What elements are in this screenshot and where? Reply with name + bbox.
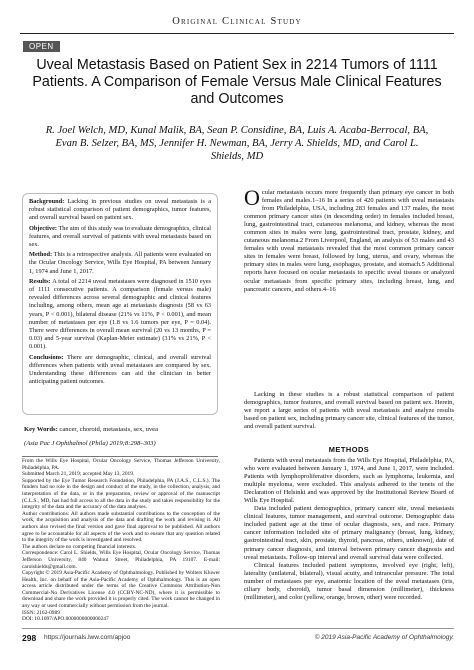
- abstract-box: [22, 193, 218, 415]
- objective-text: The aim of this study was to evaluate demographics, clinical features, and overall survival of patients with uveal metastasis based on sex.: [29, 224, 211, 249]
- footnote-affiliation: From the Wills Eye Hospital, Ocular Oncology Service, Thomas Jefferson University, Philadelphia, PA.: [22, 458, 220, 471]
- header-divider: [20, 33, 454, 34]
- open-access-badge: OPEN: [23, 41, 60, 52]
- drop-cap: O: [244, 185, 260, 210]
- journal-section-title: Original Clinical Study: [172, 16, 302, 27]
- keywords-label: Key Words:: [24, 426, 58, 433]
- methods-heading: METHODS: [328, 445, 370, 454]
- footer-copyright: © 2019 Asia-Pacific Academy of Ophthalmology.: [314, 634, 454, 641]
- footnotes: [22, 458, 220, 623]
- results-text: A total of 2214 uveal metastases were diagnosed in 1510 eyes of 1111 consecutive patients. A comparison (female versus male) revealed differences across several demographic and clinical features including, among others, mean age at metastasis diagnosis (58 vs 63 years, P < 0.001), bilateral disease (21% vs 11%, P < 0.001), and mean number of metastases per eye (1.8 vs 1.6 tumors per eye, P = 0.04). There were differences in overall mean survival (20 vs 13 months, P = 0.03) and 5-year survival (Kaplan-Meier estimate) (31% vs 21%, P < 0.001).: [29, 277, 212, 351]
- footnote-interests: The authors declare no competing financial interests.: [22, 543, 137, 550]
- abstract-method: [29, 251, 211, 276]
- background-text: Lacking in previous studies on uveal metastasis is a robust statistical comparison of patient demographics, tumor features, and overall survival based on patient sex.: [29, 198, 211, 222]
- intro-paragraph-2: [244, 391, 454, 431]
- results-label: Results:: [29, 277, 51, 285]
- article-title: Uveal Metastasis Based on Patient Sex in 2214 Tumors of 1111 Patients. A Comparison of Female Versus Male Clinical Features and Outcomes: [32, 57, 442, 107]
- author-list: R. Joel Welch, MD, Kunal Malik, BA, Sean P. Considine, BA, Luis A. Acaba-Berrocal, BA, Evan B. Selzer, BA, MS, Jennifer H. Newman, BA, Jerry A. Shields, MD, and Carol L. Shields, MD: [45, 125, 429, 162]
- abstract-results: [29, 278, 211, 352]
- method-text: This is a retrospective analysis. All patients were evaluated on the Ocular Oncology Service, Wills Eye Hospital, PA between January 1, 1974 and June 1, 2017.: [29, 251, 211, 275]
- footnote-dates: Submitted March 21, 2019; accepted May 13, 2019.: [22, 471, 135, 478]
- journal-url-link[interactable]: https://journals.lww.com/apjoo: [44, 634, 131, 641]
- intro-text-2: Lacking in these studies is a robust statistical comparison of patient demographics, tumor features, and overall survival based on patient sex. Herein, we report a large series of patients with uveal metastasis and analyze results based on patient sex, including primary cancer site, clinical features of the tumor, and overall patient survival.: [244, 391, 454, 431]
- methods-paragraph-3: Clinical features included patient symptoms, involved eye (right, left), laterality (unilateral, bilateral), visual acuity, and intraocular pressure. The total number of metastases per eye, anatomic location of the uveal metastases (iris, ciliary body, choroid), tumor basal dimension (millimeter), thickness (millimeter), and color (yellow, orange, brown, other) were recorded.: [244, 561, 454, 601]
- objective-label: Objective:: [29, 224, 57, 232]
- background-label: Background:: [29, 198, 65, 205]
- footnote-doi: DOI: 10.1097/APO.0000000000000247: [22, 616, 109, 623]
- intro-text-1: cular metastasis occurs more frequently than primary eye cancer in both females and males.1–16 In a series of 420 patients with uveal metastasis from Philadelphia, USA, including 283 females and 137 males, the most common primary cancer sites (in descending order) in females included breast, lung, gastrointestinal tract, cutaneous melanoma, and kidney, whereas the most common sites in males were lung, gastrointestinal tract, prostate, kidney, and cutaneous melanoma.2 From Liverpool, England, an analysis of 53 males and 43 females with uveal metastasis revealed that the most common primary cancer sites in females were breast, followed by lung, uterus, and ovary, whereas the primary sites in males were lung, esophagus, prostate, and stomach.5 Additional reports have focused on ocular metastasis to specific uveal tissues or analyzed ocular metastasis from specific primary sites, including breast, lung, and pancreatic cancers, and others.4–16: [244, 189, 454, 293]
- footnote-funding: Supported by the Eye Tumor Research Foundation, Philadelphia, PA (J.A.S., C.L.S.). The funders had no role in the design and conduct of the study, in the collection, analysis, and interpretation of the data, or in the preparation, review or approval of the manuscript (C.L.S., MD, has had full access to all the data in the study and takes responsibility for the integrity of the data and the accuracy of the data analyses.: [22, 477, 220, 511]
- footnote-divider: [22, 456, 218, 457]
- conclusions-text: There are demographic, clinical, and overall survival differences when patients with uveal metastases are compared by sex. Understanding these differences can aid the clinician in better anticipating patient outcomes.: [29, 353, 211, 386]
- method-label: Method:: [29, 251, 53, 259]
- footer-divider: [22, 628, 454, 629]
- abstract-background: [29, 198, 211, 223]
- abstract-conclusions: [29, 354, 211, 387]
- footnote-correspondence: Correspondence: Carol L. Shields, Wills Eye Hospital, Ocular Oncology Service, Thomas Jefferson University, 840 Walnut Street, Philadelphia, PA 19107. E-mail: carolshields@gmail.com.: [22, 550, 220, 570]
- methods-paragraph-2: Data included patient demographics, primary cancer site, uveal metastasis clinical features, tumor management, and survival outcome. Demographic data included patient age at the time of ocular diagnosis, sex, and race. Primary cancer information included site of primary malignancy (breast, lung, kidney, gastrointestinal tract, skin, prostate, thyroid, pancreas, others, unknown), date of primary cancer diagnosis, and interval between primary cancer diagnosis and uveal metastasis. Follow-up interval and overall survival data were collected.: [244, 505, 454, 561]
- citation: (Asia Pac J Ophthalmol (Phila) 2019;8:298–303): [24, 440, 156, 447]
- keywords-text: cancer, choroid, metastasis, sex, uvea: [59, 426, 159, 433]
- methods-body: [244, 457, 454, 602]
- keywords: [24, 426, 220, 435]
- conclusions-label: Conclusions:: [29, 353, 64, 361]
- methods-paragraph-1: Patients with uveal metastasis from the Wills Eye Hospital, Philadelphia, PA, who were evaluated between January 1, 1974, and June 1, 2017, were included. Patients with lymphoproliferative disorders, such as lymphoma, leukemia, and multiple myeloma, were excluded. This analysis adhered to the tenets of the Declaration of Helsinki and was approved by the Institutional Review Board of Wills Eye Hospital.: [244, 457, 454, 505]
- intro-paragraph-1: [244, 185, 454, 294]
- footnote-copyright: Copyright © 2019 Asia-Pacific Academy of Ophthalmology. Published by Wolters Kluwer Health, Inc. on behalf of the Asia-Pacific Academy of Ophthalmology. This is an open access article distributed under the terms of the Creative Commons Attribution-Non Commercial-No Derivatives License 4.0 (CCBY-NC-ND), where it is permissible to download and share the work provided it is properly cited. The work cannot be changed in any way or used commercially without permission from the journal.: [22, 570, 220, 610]
- page-number: 298: [22, 633, 37, 643]
- footnote-issn: ISSN: 2162-0989: [22, 609, 60, 616]
- abstract-objective: [29, 225, 211, 250]
- footnote-contributions: Author contributions: All authors made substantial contributions to the conception of the work, the acquisition and analysis of the data and drafting the work and revising it. All authors also revised the final version and gave final approval to be published. All authors agree to be accountable for all aspects of the work and to ensure that any question related to the integrity of the work is investigated and resolved.: [22, 510, 220, 544]
